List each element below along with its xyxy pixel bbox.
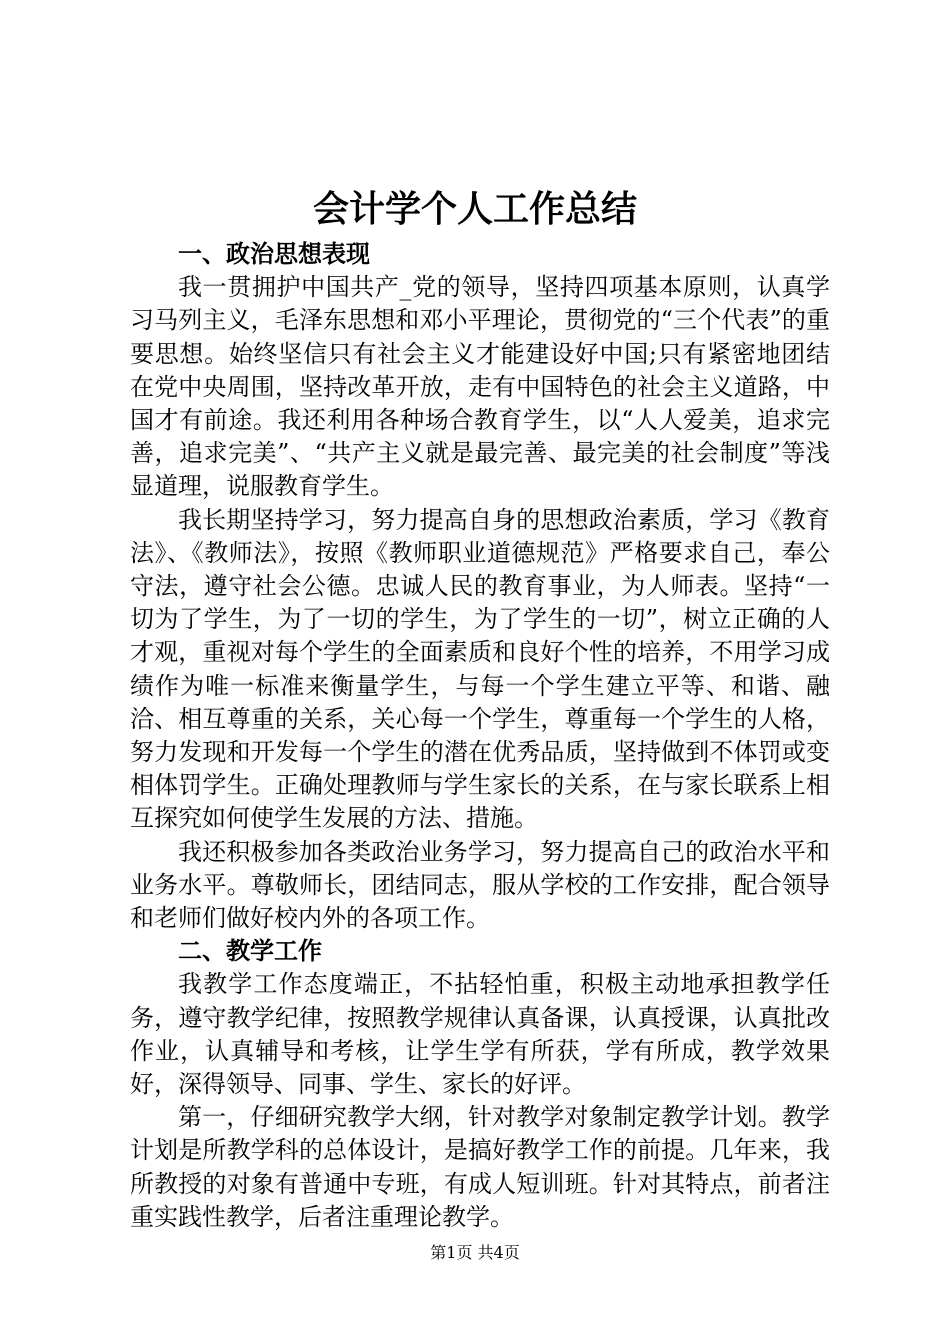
section-teaching [130,935,830,1234]
section-heading: 二、教学工作 [178,937,322,966]
document-body [130,238,830,1234]
document-title: 会计学个人工作总结 [312,189,637,230]
paragraph: 我教学工作态度端正，不拈轻怕重，积极主动地承担教学任务，遵守教学纪律，按照教学规律认真备课，认真授课，认真批改作业，认真辅导和考核，让学生学有所获，学有所成，教学效果好，深得领导、同事、学生、家长的好评。 [130,970,830,1099]
paragraph: 我还积极参加各类政治业务学习，努力提高自己的政治水平和业务水平。尊敬师长，团结同志，服从学校的工作安排，配合领导和老师们做好校内外的各项工作。 [130,837,830,933]
paragraph: 我一贯拥护中国共产_党的领导，坚持四项基本原则，认真学习马列主义，毛泽东思想和邓小平理论，贯彻党的“三个代表”的重要思想。始终坚信只有社会主义才能建设好中国;只有紧密地团结在党中央周围，坚持改革开放，走有中国特色的社会主义道路，中国才有前途。我还利用各种场合教育学生，以“人人爱美，追求完善，追求完美”、“共产主义就是最完善、最完美的社会制度”等浅显道理，说服教育学生。 [130,273,830,501]
paragraph: 我长期坚持学习，努力提高自身的思想政治素质，学习《教育法》、《教师法》，按照《教师职业道德规范》严格要求自己，奉公守法，遵守社会公德。忠诚人民的教育事业，为人师表。坚持“一切为了学生，为了一切的学生，为了学生的一切”，树立正确的人才观，重视对每个学生的全面素质和良好个性的培养，不用学习成绩作为唯一标准来衡量学生，与每一个学生建立平等、和谐、融洽、相互尊重的关系，关心每一个学生，尊重每一个学生的人格，努力发现和开发每一个学生的潜在优秀品质，坚持做到不体罚或变相体罚学生。正确处理教师与学生家长的关系，在与家长联系上相互探究如何使学生发展的方法、措施。 [130,505,830,833]
page-number: 第1页 共4页 [430,1243,520,1262]
section-political [130,238,830,935]
paragraph: 第一，仔细研究教学大纲，针对教学对象制定教学计划。教学计划是所教学科的总体设计，是搞好教学工作的前提。几年来，我所教授的对象有普通中专班，有成人短训班。针对其特点，前者注重实践性教学，后者注重理论教学。 [130,1103,830,1231]
section-heading: 一、政治思想表现 [178,240,370,268]
